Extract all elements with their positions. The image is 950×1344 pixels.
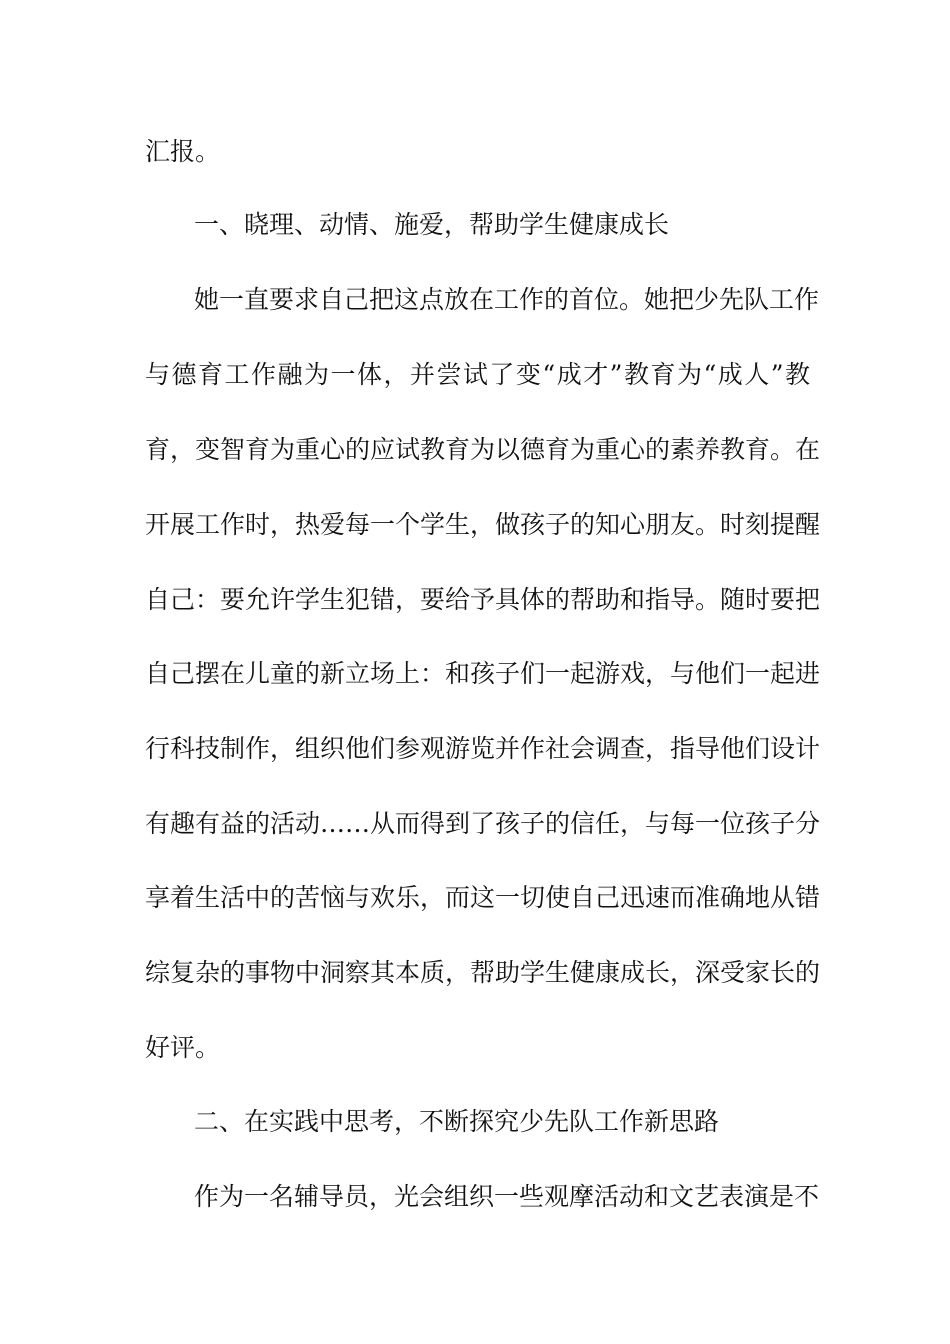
- paragraph-line: 有趣有益的活动……从而得到了孩子的信任，与每一位孩子分: [145, 809, 821, 838]
- paragraph-line: 享着生活中的苦恼与欢乐，而这一切使自己迅速而准确地从错: [145, 883, 821, 912]
- paragraph-line: 作为一名辅导员，光会组织一些观摩活动和文艺表演是不: [194, 1182, 820, 1211]
- paragraph-line: 她一直要求自己把这点放在工作的首位。她把少先队工作: [194, 285, 820, 314]
- paragraph-line: 自己：要允许学生犯错，要给予具体的帮助和指导。随时要把: [145, 585, 821, 614]
- section-heading: 二、在实践中思考，不断探究少先队工作新思路: [194, 1107, 720, 1136]
- text-line: 汇报。: [145, 137, 221, 166]
- paragraph-line: 育，变智育为重心的应试教育为以德育为重心的素养教育。在: [145, 435, 821, 464]
- paragraph-line: 与德育工作融为一体，并尝试了变“成才”教育为“成人”教: [145, 360, 810, 389]
- paragraph-line: 综复杂的事物中洞察其本质，帮助学生健康成长，深受家长的: [145, 958, 821, 987]
- paragraph-line: 自己摆在儿童的新立场上：和孩子们一起游戏，与他们一起进: [145, 659, 821, 688]
- paragraph-line: 开展工作时，热爱每一个学生，做孩子的知心朋友。时刻提醒: [145, 510, 821, 539]
- section-heading: 一、晓理、动情、施爱，帮助学生健康成长: [194, 210, 670, 239]
- paragraph-line: 好评。: [145, 1033, 221, 1062]
- paragraph-line: 行科技制作，组织他们参观游览并作社会调查，指导他们设计: [145, 734, 821, 763]
